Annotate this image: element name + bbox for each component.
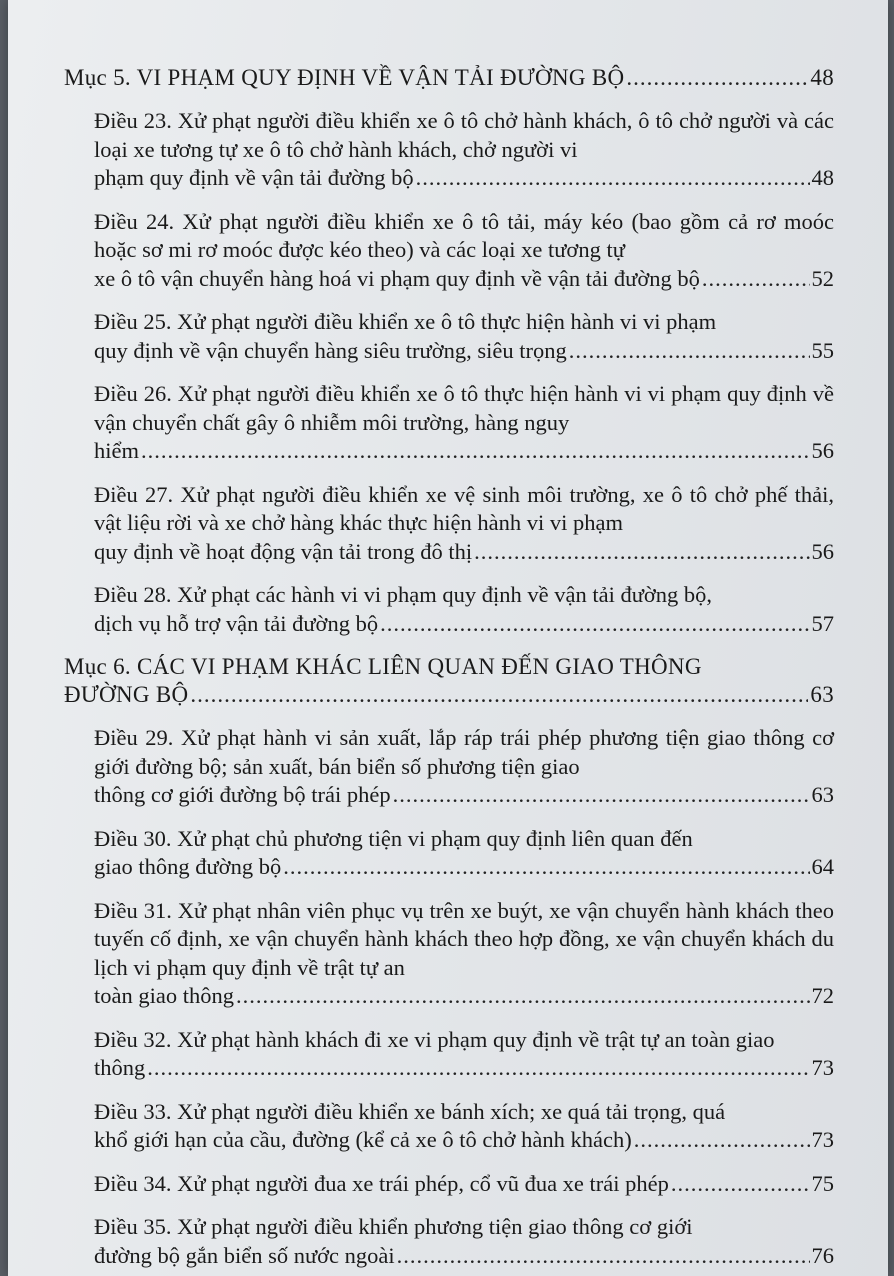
dot-leader [397,1242,810,1271]
toc-page-number: 57 [811,610,834,636]
toc-page-number: 75 [811,1170,834,1196]
toc-entry-text: Điều 23. Xử phạt người điều khiển xe ô tô chở hành khách, ô tô chở người và các loại xe tương tự xe ô tô chở hành khách, chở người vi [94,108,834,162]
toc-entry-text: Điều 27. Xử phạt người điều khiển xe vệ sinh môi trường, xe ô tô chở phế thải, vật liệu rời và xe chở hàng khác thực hiện hành vi vi phạm [94,481,834,535]
toc-entry-text: toàn giao thông [94,983,234,1008]
dot-leader [283,853,809,882]
toc-entry-text: Điều 29. Xử phạt hành vi sản xuất, lắp ráp trái phép phương tiện giao thông cơ giới đường bộ; sản xuất, bán biển số phương tiện giao [94,725,834,779]
toc-entry-article-23 [64,107,834,193]
toc-page-number: 64 [811,854,834,879]
toc-entry-text: Điều 28. Xử phạt các hành vi vi phạm quy định về vận tải đường bộ, [94,582,713,607]
toc-entry-text: hiểm [94,438,139,463]
toc-entry-section-5 [64,64,834,92]
dot-leader [626,64,808,92]
toc-entry-text: Điều 34. Xử phạt người đua xe trái phép, cổ vũ đua xe trái phép [94,1170,669,1196]
toc-entry-text: khổ giới hạn của cầu, đường (kể cả xe ô tô chở hành khách) [94,1127,632,1152]
toc-entry-text: đường bộ gắn biển số nước ngoài [94,1242,395,1268]
toc-page-number: 63 [810,682,834,707]
toc-entry-article-32 [64,1026,834,1083]
toc-entry-article-25 [64,308,834,365]
toc-entry-text: xe ô tô vận chuyển hàng hoá vi phạm quy định về vận tải đường bộ [94,265,700,291]
toc-entry-article-27 [64,481,834,567]
dot-leader [380,610,809,639]
dot-leader [141,437,810,466]
toc-entry-text: Điều 31. Xử phạt nhân viên phục vụ trên xe buýt, xe vận chuyển hành khách theo tuyến cố định, xe vận chuyển hành khách theo hợp đồng, xe vận chuyển khách du lịch vi phạm quy định về trật tự an [94,897,834,980]
dot-leader [190,681,808,709]
toc-entry-text: Điều 35. Xử phạt người điều khiển phương tiện giao thông cơ giới [94,1214,693,1239]
dot-leader [671,1170,810,1199]
toc-entry-text: Mục 6. CÁC VI PHẠM KHÁC LIÊN QUAN ĐẾN GIAO THÔNG [64,654,702,679]
toc-page-number: 48 [811,165,834,190]
toc-entry-text: Mục 5. VI PHẠM QUY ĐỊNH VỀ VẬN TẢI ĐƯỜNG BỘ [64,65,625,90]
toc-entry-text: Điều 25. Xử phạt người điều khiển xe ô tô thực hiện hành vi vi phạm [94,309,717,334]
toc-entry-text: quy định về hoạt động vận tải trong đô thị [94,538,473,564]
toc-page-number: 73 [811,1127,834,1152]
dot-leader [702,265,810,294]
toc-entry-section-6 [64,653,834,709]
toc-entry-text: phạm quy định về vận tải đường bộ [94,165,414,190]
toc-page-number: 48 [810,65,834,90]
toc-entry-article-24 [64,208,834,294]
dot-leader [634,1126,810,1155]
toc-entry-text: ĐƯỜNG BỘ [64,682,189,707]
toc-entry-article-35 [64,1213,834,1270]
toc-page-number: 72 [811,983,834,1008]
toc-entry-article-29 [64,724,834,810]
toc-entry-text: dịch vụ hỗ trợ vận tải đường bộ [94,610,379,636]
dot-leader [236,982,810,1011]
toc-entry-article-34 [64,1170,834,1199]
toc-page-number: 73 [811,1055,834,1080]
toc-page-number: 76 [811,1242,834,1268]
toc-page-number: 56 [811,538,834,564]
toc-entry-article-31 [64,897,834,1011]
toc-entry-article-28 [64,581,834,638]
toc-entry-text: Điều 30. Xử phạt chủ phương tiện vi phạm quy định liên quan đến [94,825,693,851]
toc-entry-text: thông [94,1055,146,1080]
dot-leader [416,164,810,193]
dot-leader [569,337,810,366]
toc-entry-text: Điều 32. Xử phạt hành khách đi xe vi phạm quy định về trật tự an toàn giao [94,1026,775,1052]
table-of-contents [64,58,834,1276]
toc-entry-text: Điều 33. Xử phạt người điều khiển xe bánh xích; xe quá tải trọng, quá [94,1098,726,1124]
dot-leader [474,538,809,567]
toc-entry-text: quy định về vận chuyển hàng siêu trường, siêu trọng [94,337,567,363]
toc-page-number: 52 [811,265,834,291]
toc-entry-text: giao thông đường bộ [94,854,282,879]
dot-leader [393,781,810,810]
toc-page-number: 56 [811,438,834,463]
toc-entry-text: Điều 26. Xử phạt người điều khiển xe ô tô thực hiện hành vi vi phạm quy định về vận chuyển chất gây ô nhiễm môi trường, hàng nguy [94,381,834,435]
dot-leader [147,1054,809,1083]
toc-page-number: 63 [811,782,834,807]
toc-entry-text: thông cơ giới đường bộ trái phép [94,782,391,807]
toc-entry-article-26 [64,380,834,466]
book-page [8,0,888,1276]
toc-page-number: 55 [811,337,834,363]
toc-entry-article-33 [64,1098,834,1155]
toc-entry-article-30 [64,825,834,882]
toc-entry-text: Điều 24. Xử phạt người điều khiển xe ô tô tải, máy kéo (bao gồm cả rơ moóc hoặc sơ mi rơ moóc được kéo theo) và các loại xe tương tự [94,208,834,262]
